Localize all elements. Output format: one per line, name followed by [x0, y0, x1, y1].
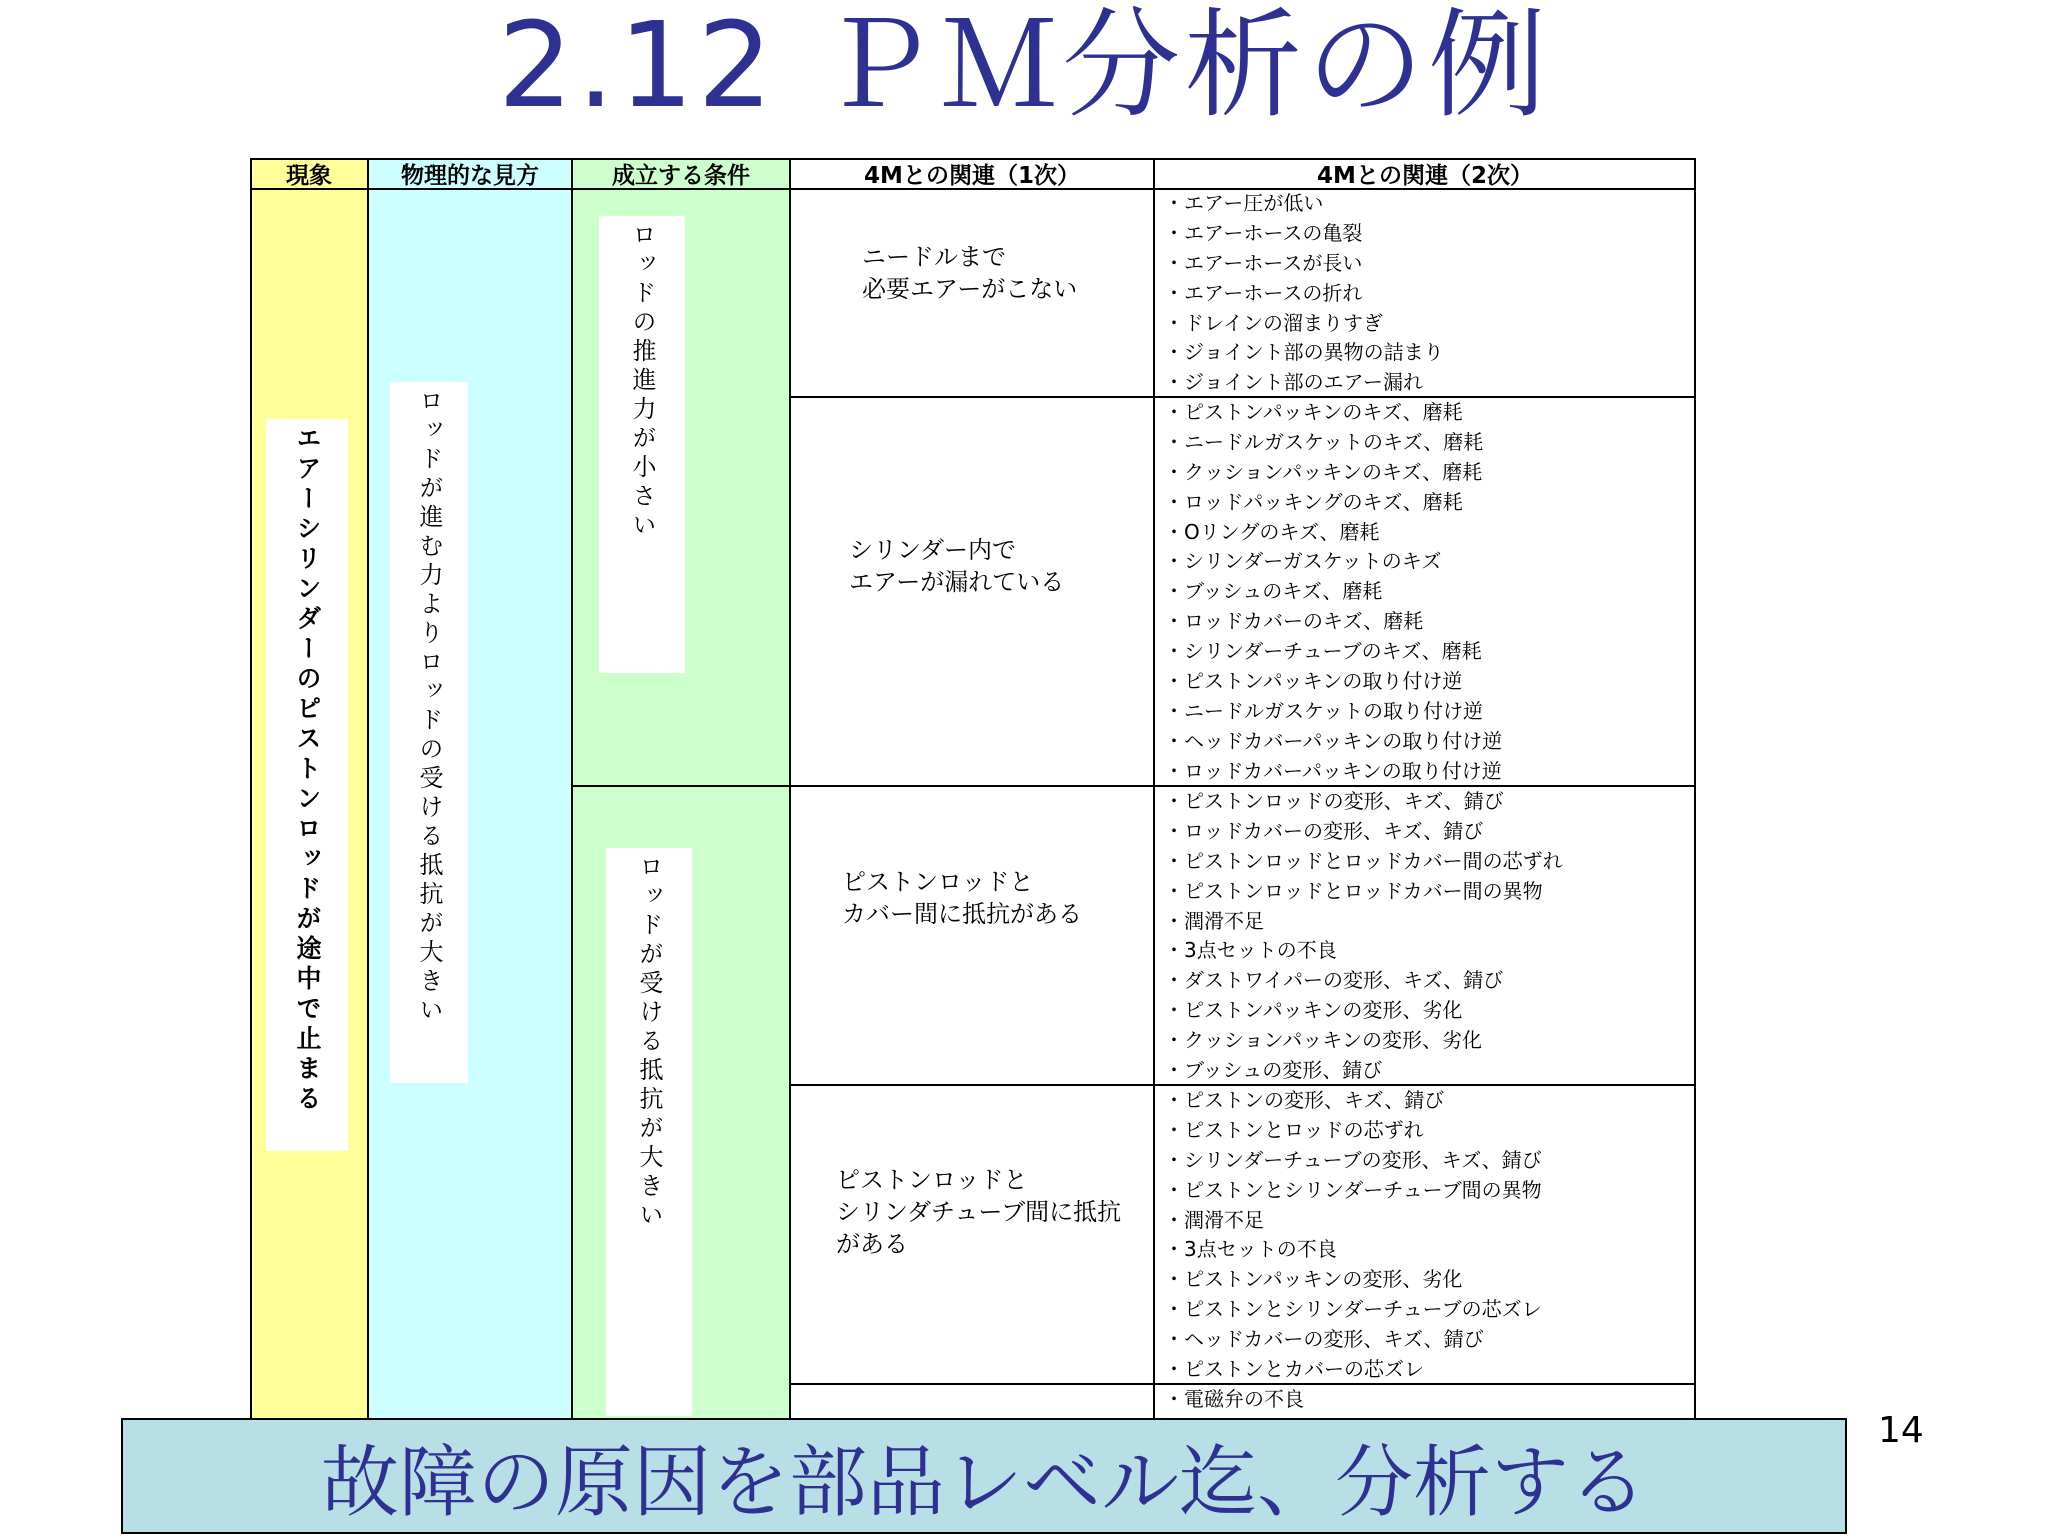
condition-text: ロッドの推進力が小さい [599, 216, 685, 673]
column-divider [789, 158, 791, 1418]
secondary-causes-list [1162, 1385, 1692, 1415]
phenomenon-text: エアーシリンダーのピストンロッドが途中で止まる [266, 419, 348, 1151]
list-item: ・エアーホースが長い [1164, 250, 1363, 275]
table-border-left [250, 158, 252, 1418]
pm-analysis-table [250, 158, 1696, 1418]
summary-banner: 故障の原因を部品レベル迄、分析する [121, 1418, 1847, 1534]
list-item: ・Oリングのキズ、磨耗 [1164, 519, 1380, 544]
list-item: ・ピストンロッドの変形、キズ、錆び [1164, 789, 1504, 813]
condition-text: ロッドが受ける抵抗が大きい [606, 848, 692, 1416]
list-item: ・ドレインの溜まりすぎ [1164, 310, 1383, 335]
primary-cause: シリンダー内で エアーが漏れている [849, 536, 1065, 596]
list-item: ・ピストンパッキンのキズ、磨耗 [1164, 400, 1463, 424]
list-item: ・エアーホースの折れ [1164, 280, 1363, 305]
list-item: ・3点セットの不良 [1164, 1237, 1337, 1262]
list-item: ・ニードルガスケットの取り付け逆 [1164, 698, 1483, 723]
list-item: ・ジョイント部の異物の詰まり [1164, 340, 1444, 365]
secondary-causes-list [1162, 1086, 1692, 1385]
header-conditions: 成立する条件 [612, 162, 750, 189]
list-item: ・ロッドカバーのキズ、磨耗 [1164, 609, 1424, 634]
list-item: ・ピストンとシリンダーチューブの芯ズレ [1164, 1297, 1542, 1322]
primary-cause: ピストンロッドと カバー間に抵抗がある [842, 868, 1082, 928]
list-item: ・ピストンとシリンダーチューブ間の異物 [1164, 1177, 1542, 1202]
list-item: ・ヘッドカバーの変形、キズ、錆び [1164, 1327, 1484, 1352]
list-item: ・ピストンロッドとロッドカバー間の異物 [1164, 878, 1543, 903]
list-item: ・ロッドパッキングのキズ、磨耗 [1164, 489, 1463, 514]
column-divider [367, 158, 369, 1418]
list-item: ・ピストンパッキンの変形、劣化 [1164, 998, 1463, 1023]
secondary-causes-list [1162, 189, 1692, 398]
list-item: ・ニードルガスケットのキズ、磨耗 [1164, 429, 1484, 454]
list-item: ・電磁弁の不良 [1164, 1387, 1304, 1411]
column-divider [571, 158, 573, 1418]
list-item: ・エアー圧が低い [1164, 191, 1324, 215]
header-4m-primary: 4Mとの関連（1次） [864, 162, 1080, 189]
list-item: ・ブッシュの変形、錆び [1164, 1058, 1383, 1083]
list-item: ・シリンダーガスケットのキズ [1164, 549, 1442, 574]
list-item: ・ダストワイパーの変形、キズ、錆び [1164, 968, 1504, 993]
list-item: ・ロッドカバーの変形、キズ、錆び [1164, 818, 1484, 843]
header-4m-secondary: 4Mとの関連（2次） [1317, 162, 1533, 189]
list-item: ・クッションパッキンの変形、劣化 [1164, 1028, 1482, 1053]
list-item: ・ピストンとカバーの芯ズレ [1164, 1357, 1424, 1382]
column-divider [1153, 158, 1155, 1418]
list-item: ・ピストンパッキンの取り付け逆 [1164, 669, 1463, 694]
secondary-causes-list [1162, 398, 1692, 787]
list-item: ・シリンダーチューブの変形、キズ、錆び [1164, 1147, 1542, 1172]
list-item: ・ピストンとロッドの芯ずれ [1164, 1117, 1424, 1142]
primary-cause: ニードルまで 必要エアーがこない [862, 243, 1078, 303]
page-number: 14 [1878, 1410, 1924, 1451]
list-item: ・シリンダーチューブのキズ、磨耗 [1164, 639, 1482, 664]
list-item: ・ピストンロッドとロッドカバー間の芯ずれ [1164, 848, 1563, 873]
list-item: ・ロッドカバーパッキンの取り付け逆 [1164, 758, 1502, 783]
header-physical-view: 物理的な見方 [401, 162, 539, 189]
primary-cause: ピストンロッドと シリンダチューブ間に抵抗 がある [836, 1166, 1122, 1258]
list-item: ・クッションパッキンのキズ、磨耗 [1164, 459, 1483, 484]
header-phenomenon: 現象 [286, 162, 332, 189]
list-item: ・エアーホースの亀裂 [1164, 220, 1363, 245]
table-border-right [1694, 158, 1696, 1418]
list-item: ・潤滑不足 [1164, 1207, 1264, 1232]
list-item: ・3点セットの不良 [1164, 938, 1337, 963]
list-item: ・ジョイント部のエアー漏れ [1164, 370, 1423, 395]
physical-view-text: ロッドが進む力よりロッドの受ける抵抗が大きい [390, 382, 468, 1083]
slide-title: 2.12 ＰＭ分析の例 [497, 0, 1551, 134]
list-item: ・ブッシュのキズ、磨耗 [1164, 579, 1383, 604]
list-item: ・ピストンパッキンの変形、劣化 [1164, 1267, 1463, 1292]
list-item: ・潤滑不足 [1164, 908, 1264, 933]
list-item: ・ヘッドカバーパッキンの取り付け逆 [1164, 728, 1503, 753]
table-border-top [250, 158, 1696, 160]
secondary-causes-list [1162, 787, 1692, 1086]
list-item: ・ピストンの変形、キズ、錆び [1164, 1088, 1445, 1112]
